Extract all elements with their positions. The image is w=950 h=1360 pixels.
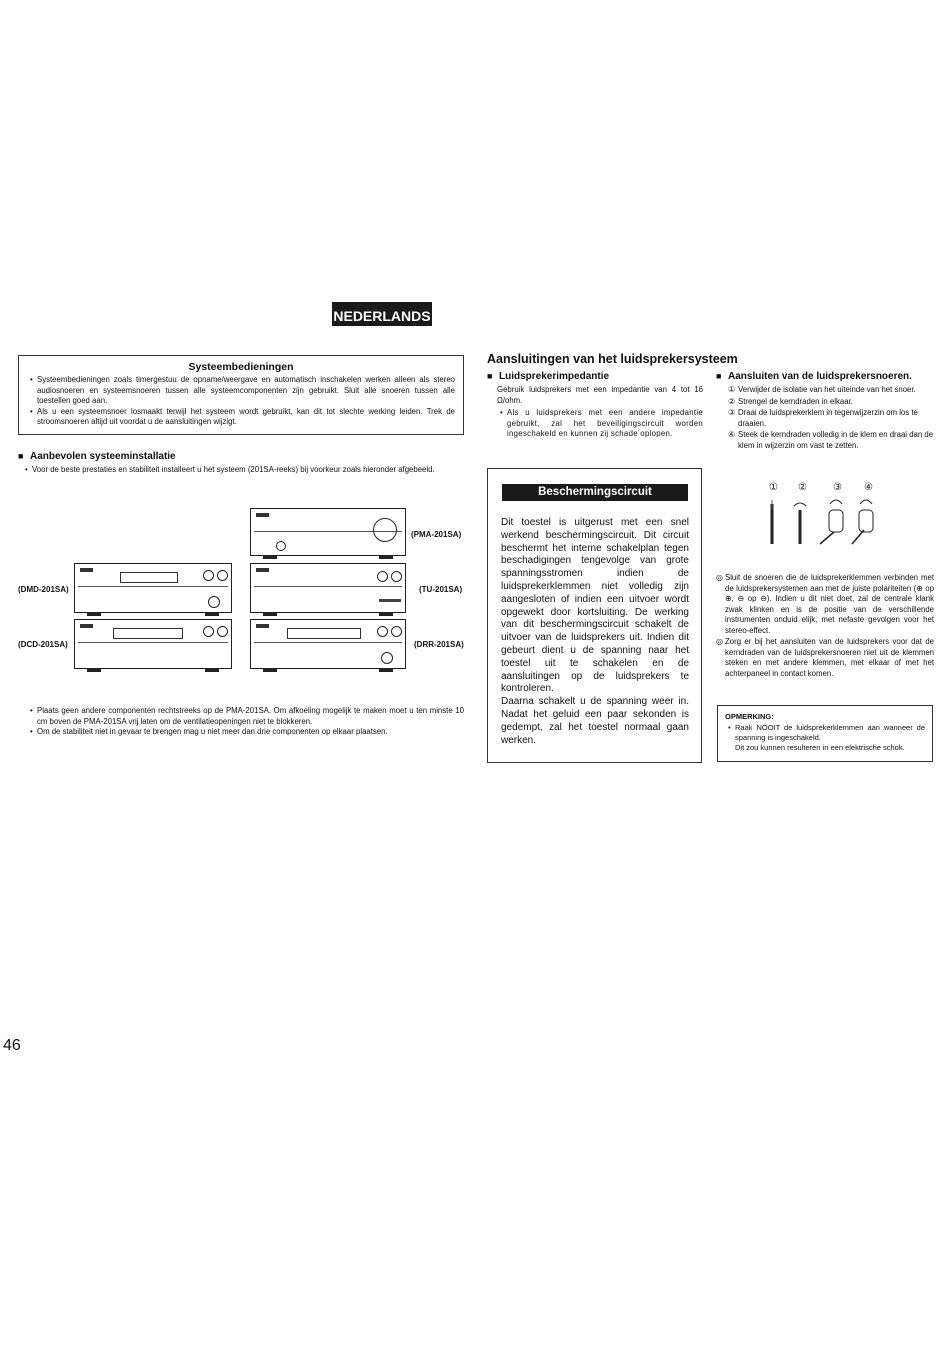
system-controls-title: Systeembedieningen [188, 361, 294, 373]
pma-201sa-unit [250, 508, 406, 556]
caution-1-text: Sluit de snoeren die de luidsprekerklemmen verbinden met de luidsprekersystemen aan met de juiste polariteiten (⊕ op ⊕, ⊖ op ⊖). Indien u dit niet doet, zal de centrale klank zwak klinken en is de positie van de verschillende instrumenten onduid elijk, met nefaste gevolgen voor het stereo-effect. [725, 573, 934, 635]
note-box [717, 705, 933, 762]
installation-note-1: • Plaats geen andere componenten rechtstreeks op de PMA-201SA. Om afkoeling mogelijk te maken moet u ten minste 10 cm boven de PMA-201SA vrij laten om de ventilatieopeningen niet te blokkeren. [27, 706, 464, 727]
installation-intro: • Voor de beste prestaties en stabiliteit installeert u het systeem (201SA-reeks) bij voorkeur zoals hieronder afgebeeld. [22, 465, 464, 476]
system-stack-illustration [0, 500, 480, 680]
cords-step-4 [726, 430, 934, 451]
cords-step-3 [726, 408, 934, 429]
figure-label-4: ④ [864, 482, 873, 493]
protection-circuit-text [501, 517, 689, 747]
caution-2-text: Zorg er bij het aansluiten van de luidsprekers voor dat de kerndraden van de luidsprekersnoeren niet uit de klemmen steken en met andere klemmen, met elkaar of met het achterpaneel in contact komen. [725, 637, 934, 678]
label-pma-201sa: (PMA-201SA) [411, 530, 462, 539]
cords-heading-text: Aansluiten van de luidsprekersnoeren. [728, 371, 912, 382]
caution-2 [716, 637, 934, 679]
tu-201sa-unit [250, 563, 406, 613]
label-drr-201sa: (DRR-201SA) [414, 640, 464, 649]
dcd-201sa-unit [74, 619, 232, 669]
speaker-connections-title: Aansluitingen van het luidsprekersysteem [487, 352, 738, 366]
step-1-number: ① [728, 385, 735, 394]
speaker-cautions [716, 573, 934, 680]
step-3-text: Draai de luidsprekerklem in tegenwijzerzin om los te draaien. [738, 408, 918, 428]
installation-heading-text: Aanbevolen systeeminstallatie [30, 451, 176, 462]
installation-heading [18, 451, 176, 462]
cords-steps [726, 385, 934, 452]
installation-intro-wrap [22, 465, 464, 476]
language-banner: NEDERLANDS [332, 302, 432, 326]
cords-heading [716, 371, 912, 382]
speaker-cord-figure [750, 478, 900, 548]
cords-step-1 [726, 385, 934, 396]
step-3-number: ③ [728, 408, 735, 417]
impedance-heading [487, 371, 609, 382]
figure-label-1: ① [769, 482, 778, 493]
protection-paragraph-1: Dit toestel is uitgerust met een snel werkend beschermingscircuit. Dit circuit beschermt het interne schakelplan tegen beschadigingen tengevolge van grote spanningsstromen indien de luidsprekerklemmen niet volledig zijn aangesloten of indien een uitvoer wordt opgewekt door kortsluiting. De werking van dit beschermingscircuit schakelt de uitvoer van de luidsprekers uit. Indien dit gebeurt dient u de spanning naar het toestel uit te schakelen en de aansluitingen op de luidsprekers te kontroleren. [501, 517, 689, 695]
page-number: 46 [3, 1037, 21, 1054]
impedance-bullet-wrap [497, 408, 703, 440]
note-bullet: • Raak NOOIT de luidsprekerklemmen aan wanneer de spanning is ingeschakeld. [725, 723, 925, 743]
dmd-201sa-unit [74, 563, 232, 613]
installation-notes [27, 706, 464, 738]
system-controls-bullet-1: • Systeembedieningen zoals timergestuu de opname/weergave en automatisch inschakelen werken alleen als stereo audiosnoeren en systeemsnoeren tussen alle systeemcomponenten zijn gebruikt. Sluit alle snoeren tussen alle toestellen goed aan. [27, 375, 455, 407]
system-controls-bullet-2: • Als u een systeemsnoer losmaakt terwijl het systeem wordt gebruikt, kan dit tot slechte werking leiden. Trek de stroomsnoeren altijd uit voordat u de aansluitingen wijzigt. [27, 407, 455, 428]
label-dmd-201sa: (DMD-201SA) [18, 585, 69, 594]
protection-paragraph-2: Daarna schakelt u de spanning weer in. Nadat het geluid een paar sekonden is gedempt, zal het toestel normaal gaan werken. [501, 696, 689, 746]
caution-1 [716, 573, 934, 636]
impedance-text: Gebruik luidsprekers met een impedantie van 4 tot 16 Ω/ohm. [497, 385, 703, 405]
protection-circuit-title: Beschermingscircuit [502, 484, 688, 501]
caution-mark-icon: ◎ [716, 637, 723, 646]
wire-steps-drawing [750, 496, 900, 548]
impedance-heading-text: Luidsprekerimpedantie [499, 371, 610, 382]
label-tu-201sa: (TU-201SA) [419, 585, 463, 594]
step-2-number: ② [728, 396, 735, 406]
system-controls-box [18, 355, 464, 435]
installation-note-2: • Om de stabiliteit niet in gevaar te brengen mag u niet meer dan drie componenten op elkaar plaatsen. [27, 727, 464, 738]
step-4-text: Steek de kerndraden volledig in de klem en draai dan de klem in wijzerzin om vast te zetten. [738, 430, 934, 450]
step-4-number: ④ [728, 430, 735, 439]
impedance-bullet: • Als u luidsprekers met een andere impedantie gebruikt, zal het beveiligingscircuit worden ingeschakeld en kunnen zij schade oplopen. [497, 408, 703, 440]
figure-label-2: ② [798, 482, 807, 493]
note-subtext: Dit zou kunnen resulteren in een elektrische schok. [735, 743, 905, 752]
caution-mark-icon: ◎ [716, 573, 723, 582]
figure-label-3: ③ [833, 482, 842, 493]
protection-circuit-box [487, 468, 702, 763]
cords-step-2 [726, 397, 934, 408]
label-dcd-201sa: (DCD-201SA) [18, 640, 68, 649]
drr-201sa-unit [250, 619, 406, 669]
step-2-text: Strengel de kerndraden in elkaar. [738, 396, 853, 406]
step-1-text: Verwijder de isolatie van het uiteinde van het snoer. [738, 385, 916, 394]
note-heading: OPMERKING: [725, 712, 774, 721]
